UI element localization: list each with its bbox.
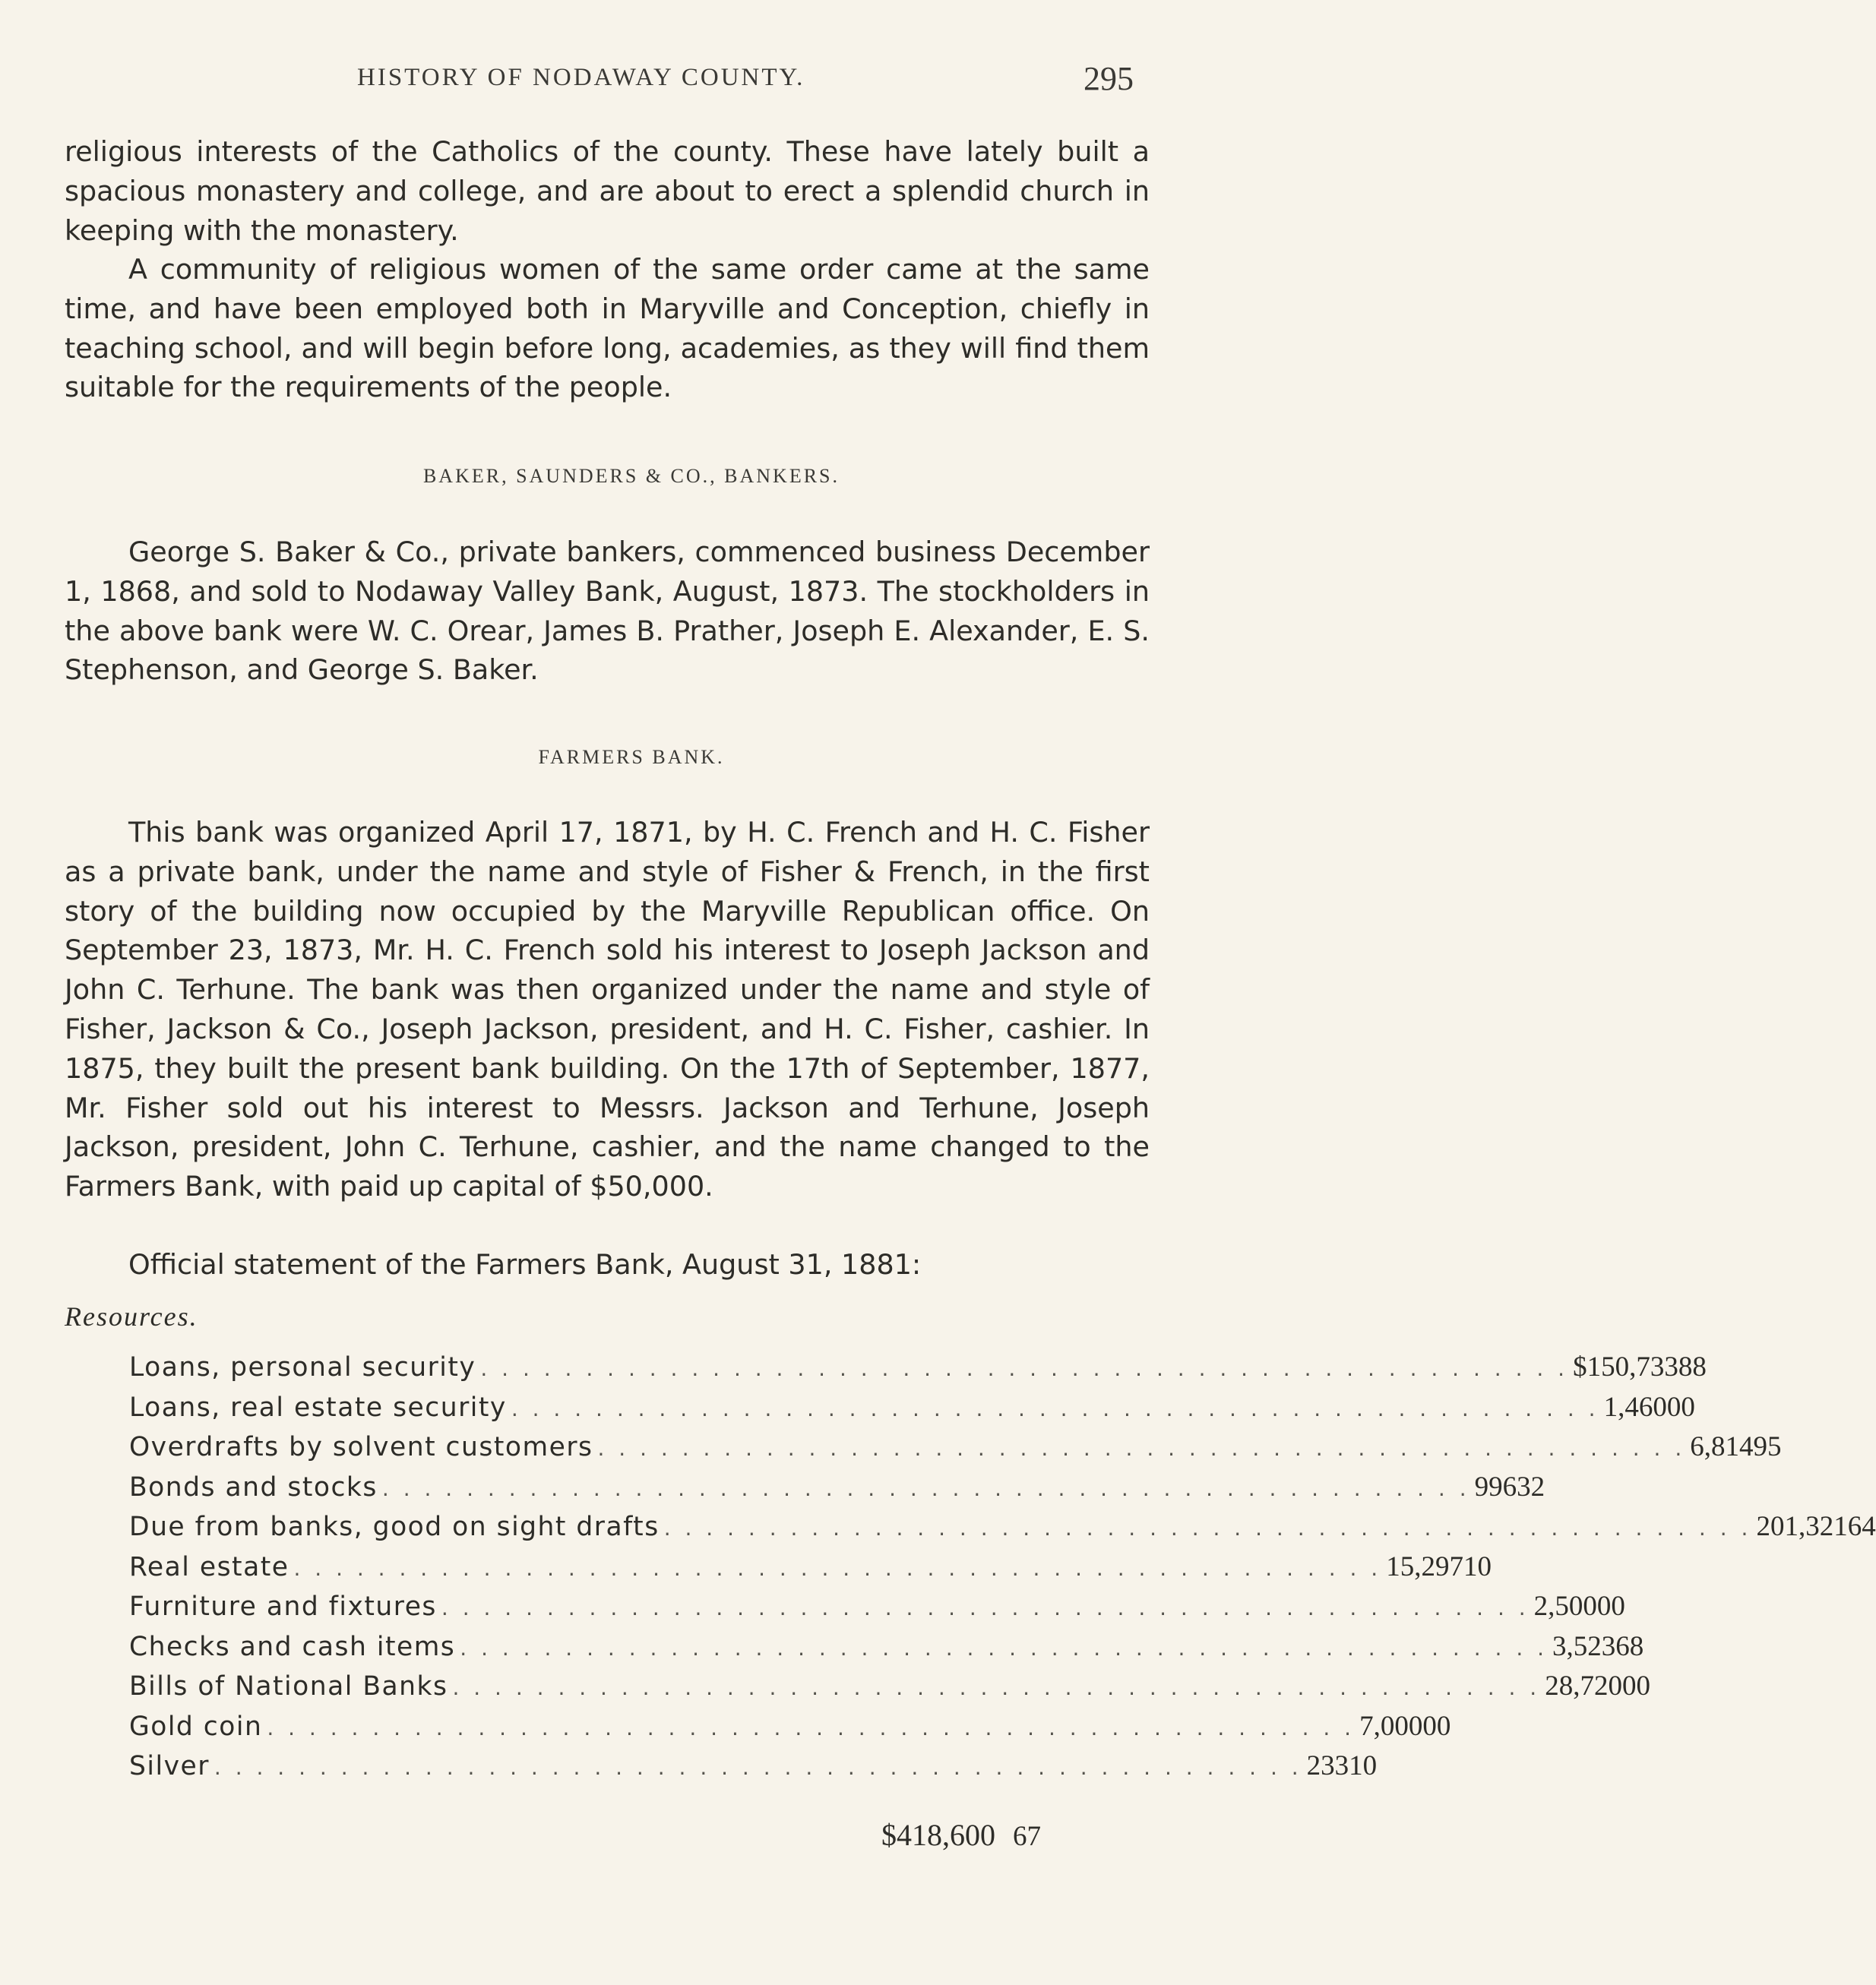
ledger-item-label: Checks and cash items — [129, 1631, 456, 1662]
ledger-cents: 00 — [1621, 1670, 1650, 1702]
ledger-cents: 32 — [1517, 1471, 1545, 1503]
ledger-amount: $150,733 — [1573, 1351, 1678, 1383]
ledger-amount: 6,814 — [1690, 1431, 1754, 1462]
resources-total — [881, 1817, 1041, 1853]
paragraph-farmers-bank: This bank was organized April 17, 1871, by H. C. French and H. C. Fisher as a private bank, under the name and style of Fisher & French, in the first story of the building now occupied by the Maryville Republican office. On September 23, 1873, Mr. H. C. French sold his interest to Joseph Jackson and John C. Terhune. The bank was then organized under the name and style of Fisher, Jackson & Co., Joseph Jackson, president, and H. C. Fisher, cashier. In 1875, they built the present bank building. On the 17th of September, 1877, Mr. Fisher sold out his interest to Messrs. Jackson and Terhune, Joseph Jackson, president, John C. Terhune, cashier, and the name changed to the Farmers Bank, with paid up capital of $50,000. — [65, 816, 1150, 1203]
dot-leader: . . . . . . . . . . . . . . . . . . . . . . . . . . . . . . . . . . . . . . . . . . . . . . . . . . . . — [480, 1356, 1569, 1381]
dot-leader: . . . . . . . . . . . . . . . . . . . . . . . . . . . . . . . . . . . . . . . . . . . . . . . . . . . . — [511, 1396, 1599, 1421]
ledger-amount: 15,297 — [1386, 1550, 1463, 1582]
ledger-row — [129, 1391, 1695, 1431]
ledger-amount: 7,000 — [1359, 1710, 1423, 1742]
page-number: 295 — [1084, 60, 1134, 97]
ledger-cents: 00 — [1422, 1710, 1451, 1742]
ledger-row — [129, 1710, 1451, 1750]
section-heading-farmers-bank: FARMERS BANK. — [538, 746, 725, 768]
ledger-item-label: Bonds and stocks — [129, 1471, 378, 1503]
dot-leader: . . . . . . . . . . . . . . . . . . . . . . . . . . . . . . . . . . . . . . . . . . . . . . . . . . . . — [452, 1675, 1541, 1700]
dot-leader: . . . . . . . . . . . . . . . . . . . . . . . . . . . . . . . . . . . . . . . . . . . . . . . . . . . . — [214, 1755, 1302, 1780]
total-cents: 67 — [1013, 1821, 1041, 1852]
ledger-cents: 10 — [1349, 1750, 1378, 1781]
resources-ledger — [129, 1351, 1876, 1790]
ledger-row — [129, 1351, 1707, 1391]
section-heading-baker-saunders: BAKER, SAUNDERS & CO., BANKERS. — [422, 465, 840, 487]
dot-leader: . . . . . . . . . . . . . . . . . . . . . . . . . . . . . . . . . . . . . . . . . . . . . . . . . . . . — [441, 1595, 1530, 1620]
ledger-amount: 3,523 — [1552, 1630, 1616, 1662]
ledger-item-label: Silver — [129, 1751, 210, 1781]
ledger-row — [129, 1550, 1492, 1591]
ledger-item-label: Bills of National Banks — [129, 1671, 448, 1702]
ledger-row — [129, 1471, 1545, 1511]
running-title: HISTORY OF NODAWAY COUNTY. — [357, 64, 805, 91]
dot-leader: . . . . . . . . . . . . . . . . . . . . . . . . . . . . . . . . . . . . . . . . . . . . . . . . . . . . — [597, 1436, 1686, 1461]
ledger-row — [129, 1430, 1782, 1471]
ledger-row — [129, 1750, 1378, 1790]
ledger-cents: 00 — [1666, 1391, 1695, 1423]
dot-leader: . . . . . . . . . . . . . . . . . . . . . . . . . . . . . . . . . . . . . . . . . . . . . . . . . . . . — [381, 1475, 1470, 1501]
ledger-row — [129, 1510, 1876, 1550]
dot-leader: . . . . . . . . . . . . . . . . . . . . . . . . . . . . . . . . . . . . . . . . . . . . . . . . . . . . — [663, 1516, 1752, 1541]
ledger-item-label: Overdrafts by solvent customers — [129, 1432, 593, 1462]
ledger-item-label: Gold coin — [129, 1711, 263, 1742]
paragraph-baker-saunders: George S. Baker & Co., private bankers, commenced business December 1, 1868, and sold to Nodaway Valley Bank, August, 1873. The stockholders in the above bank were W. C. Orear, James B. Prather, Joseph E. Alexander, E. S. Stephenson, and George S. Baker. — [65, 536, 1150, 687]
ledger-cents: 64 — [1847, 1511, 1876, 1542]
ledger-cents: 95 — [1753, 1431, 1782, 1462]
dot-leader: . . . . . . . . . . . . . . . . . . . . . . . . . . . . . . . . . . . . . . . . . . . . . . . . . . . . — [460, 1635, 1549, 1661]
statement-intro: Official statement of the Farmers Bank, August 31, 1881: — [128, 1248, 922, 1281]
ledger-row — [129, 1590, 1625, 1630]
ledger-cents: 10 — [1463, 1550, 1492, 1582]
ledger-amount: 2,500 — [1533, 1591, 1597, 1622]
paragraph-religious-women: A community of religious women of the same order came at the same time, and have been employed both in Maryville and Conception, chiefly in teaching school, and will begin before long, academies, as they will find them suitable for the requirements of the people. — [65, 253, 1150, 404]
resources-label: Resources. — [65, 1301, 198, 1332]
paragraph-continuation: religious interests of the Catholics of the county. These have lately built a spacious monastery and college, and are about to erect a splendid church in keeping with the monastery. — [65, 135, 1150, 247]
dot-leader: . . . . . . . . . . . . . . . . . . . . . . . . . . . . . . . . . . . . . . . . . . . . . . . . . . . . — [267, 1715, 1356, 1740]
ledger-amount: 233 — [1306, 1750, 1349, 1781]
dot-leader: . . . . . . . . . . . . . . . . . . . . . . . . . . . . . . . . . . . . . . . . . . . . . . . . . . . . — [293, 1555, 1382, 1581]
total-amount: $418,600 — [881, 1818, 995, 1852]
ledger-amount: 996 — [1474, 1471, 1517, 1503]
ledger-item-label: Loans, real estate security — [129, 1392, 507, 1423]
ledger-cents: 68 — [1615, 1630, 1644, 1662]
ledger-cents: 00 — [1596, 1591, 1625, 1622]
ledger-item-label: Furniture and fixtures — [129, 1591, 437, 1622]
ledger-amount: 1,460 — [1603, 1391, 1667, 1423]
ledger-item-label: Due from banks, good on sight drafts — [129, 1512, 660, 1542]
ledger-amount: 28,720 — [1545, 1670, 1622, 1702]
running-head — [0, 60, 1263, 102]
ledger-item-label: Loans, personal security — [129, 1352, 476, 1383]
ledger-item-label: Real estate — [129, 1551, 289, 1582]
ledger-cents: 88 — [1678, 1351, 1707, 1383]
ledger-row — [129, 1630, 1644, 1670]
ledger-amount: 201,321 — [1756, 1511, 1848, 1542]
ledger-row — [129, 1670, 1650, 1710]
